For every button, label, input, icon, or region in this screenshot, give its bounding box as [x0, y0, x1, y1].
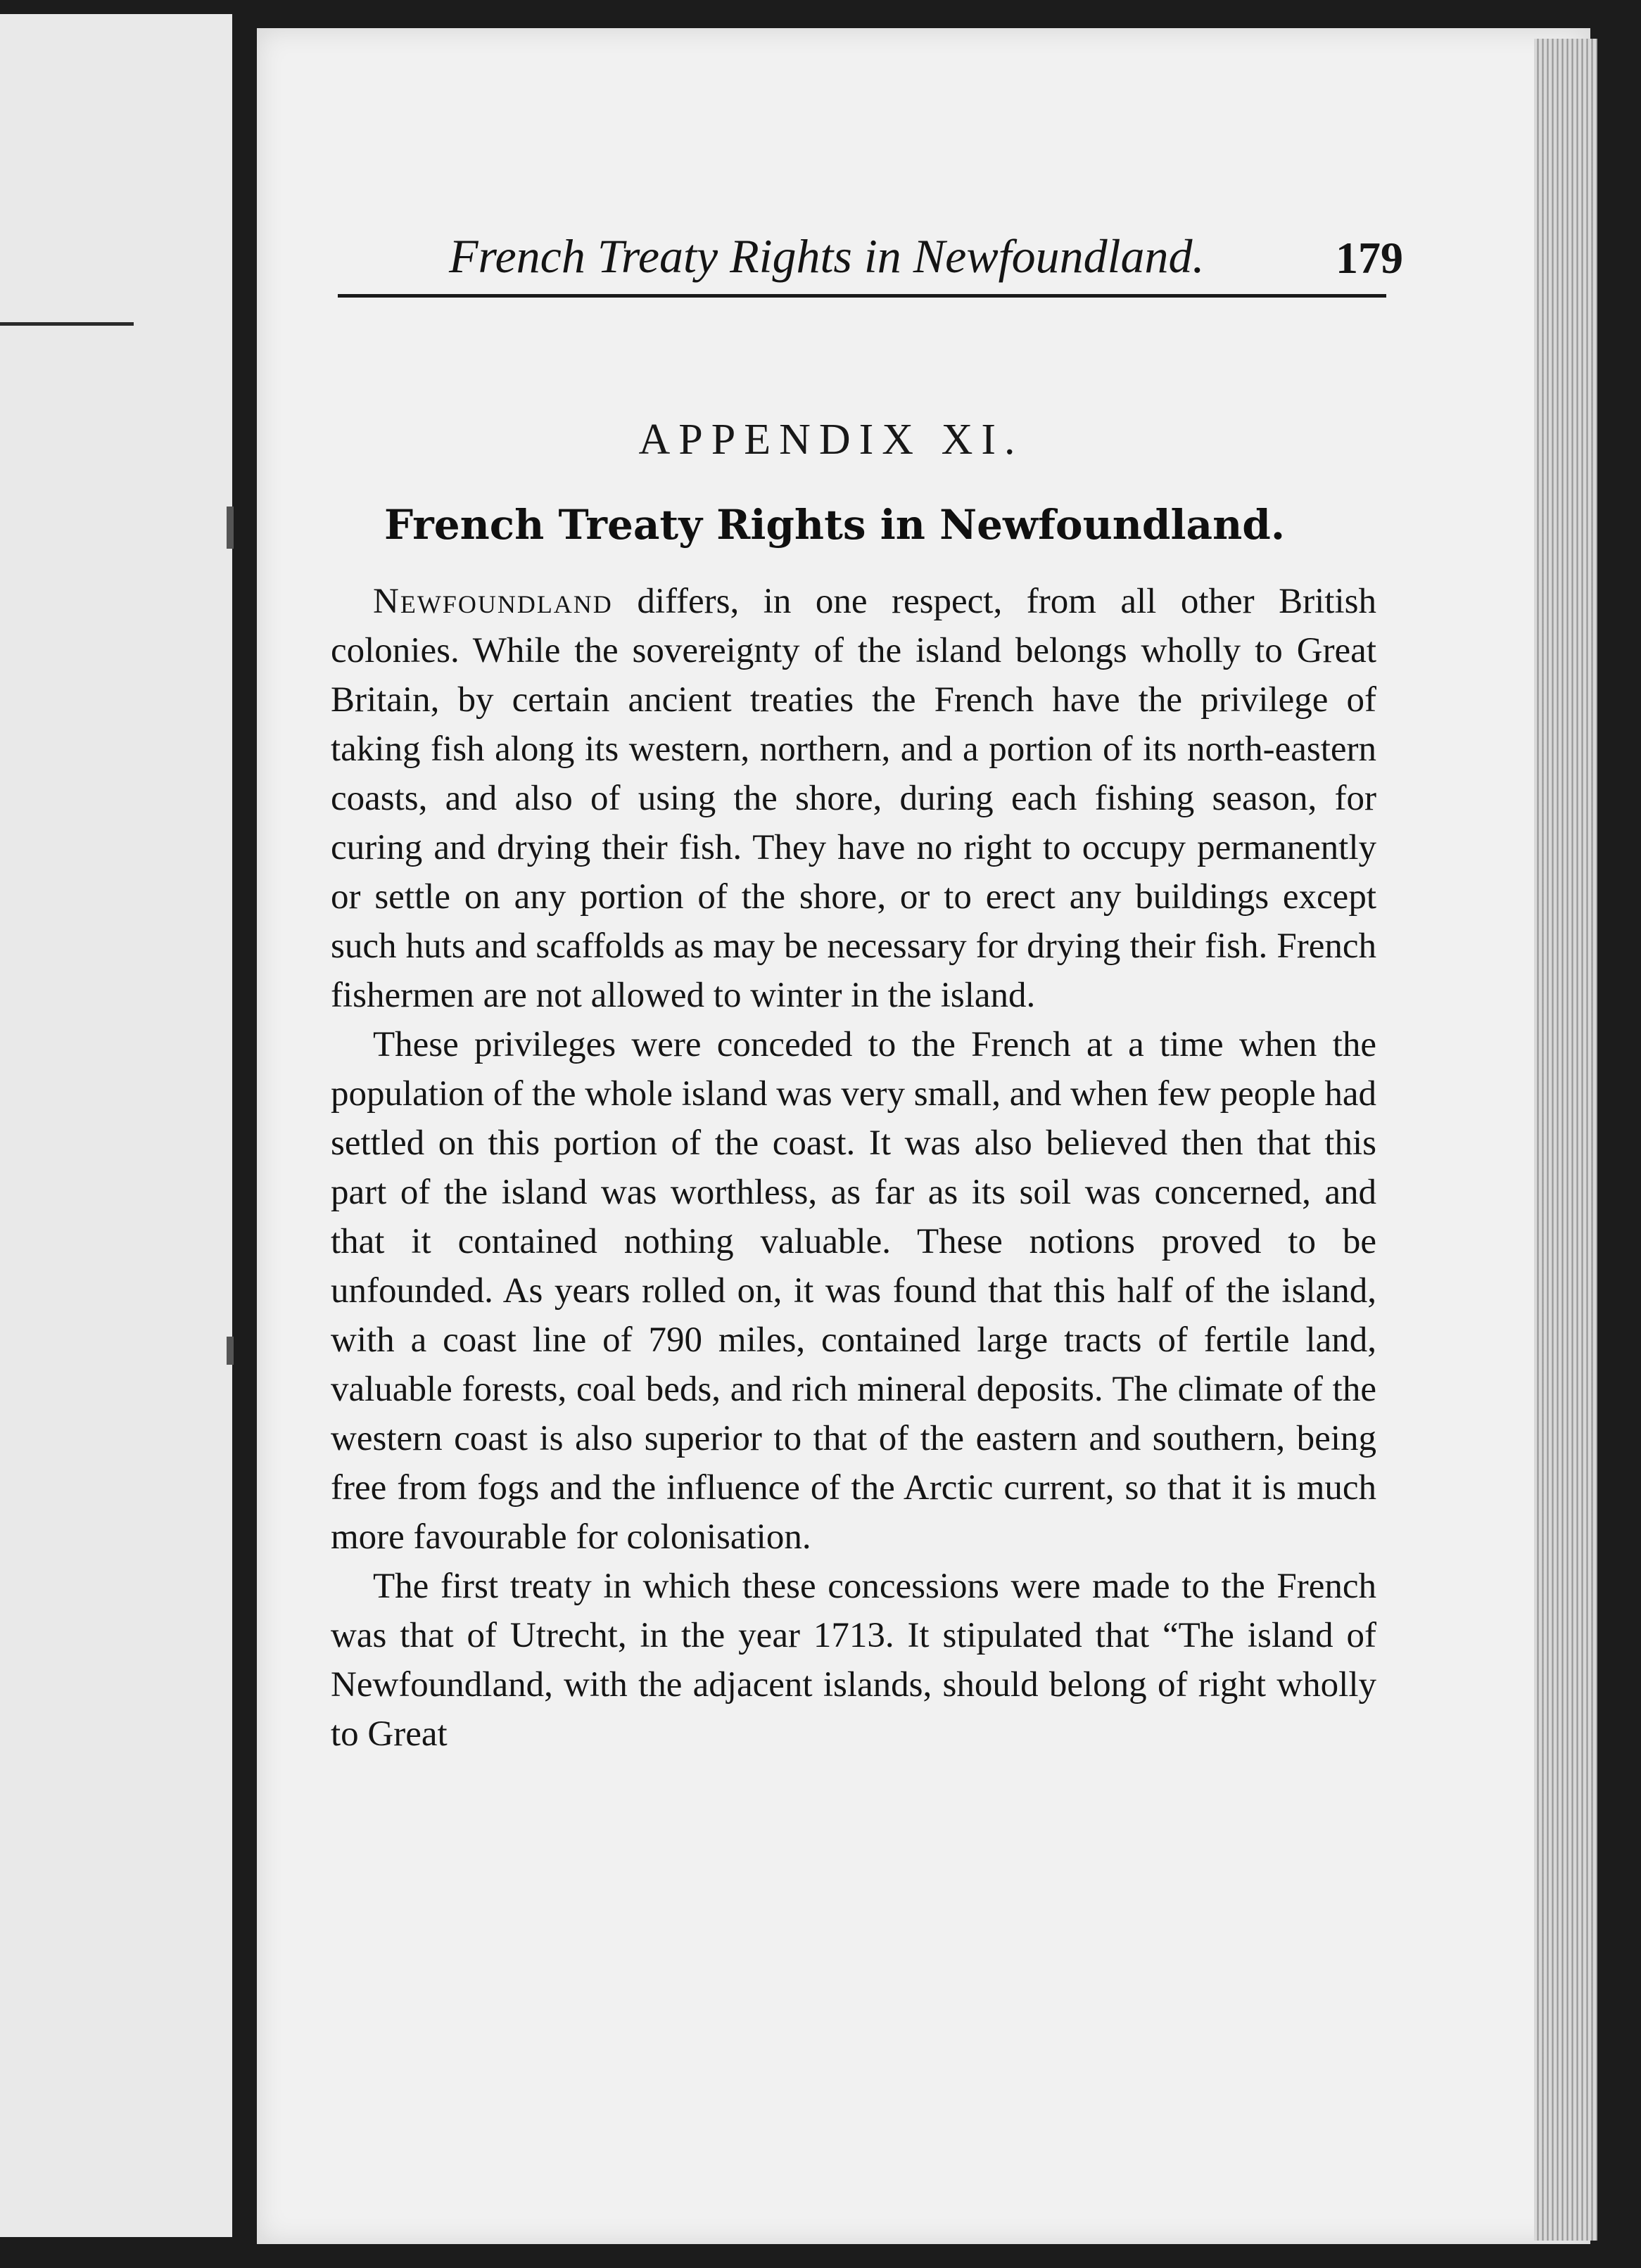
facing-page-rule: [0, 322, 134, 326]
facing-page-edge: [0, 14, 232, 2237]
paragraph: The first treaty in which these concessions were made to the French was that of Utrecht, in the year 1713. It stipulated that “The island of Newfoundland, with the adjacent islands, should belong of right wholly to Great: [331, 1567, 1376, 1754]
running-head: [336, 0, 1403, 302]
appendix-label: APPENDIX XI.: [638, 416, 1024, 464]
running-head-title: French Treaty Rights in Newfoundland.: [449, 229, 1205, 283]
page-edges: [1534, 39, 1597, 2241]
paragraph: These privileges were conceded to the French at a time when the population of the whole island was very small, and when few people had settled on this portion of the coast. It was also believed then that this part of the island was worthless, as far as its soil was concerned, and that it contained nothing valuable. These notions proved to be unfounded. As years rolled on, it was found that this half of the island, with a coast line of 790 miles, contained large tracts of fertile land, valuable forests, coal beds, and rich mineral deposits. The climate of the western coast is also superior to that of the eastern and southern, being free from fogs and the influence of the Arctic current, so that it is much more favourable for colonisation.: [331, 1025, 1376, 1557]
page-number: 179: [1336, 233, 1403, 283]
chapter-title: French Treaty Rights in Newfoundland.: [384, 501, 1286, 549]
gutter-shadow: [227, 1337, 234, 1365]
header-rule: [338, 294, 1386, 298]
lead-word: Newfoundland: [373, 582, 613, 621]
body-text: [331, 577, 1376, 1759]
paragraph: [331, 577, 1376, 1020]
paragraph-text: differs, in one respect, from all other British colonies. While the sovereignty of the island belongs wholly to Great Britain, by certain ancient treaties the French have the privilege of taking fish along its western, northern, and a portion of its north-eastern coasts, and also of using the shore, during each fishing season, for curing and drying their fish. They have no right to occupy permanently or settle on any portion of the shore, or to erect any buildings except such huts and scaffolds as may be necessary for drying their fish. French fishermen are not allowed to winter in the island.: [331, 582, 1376, 1015]
